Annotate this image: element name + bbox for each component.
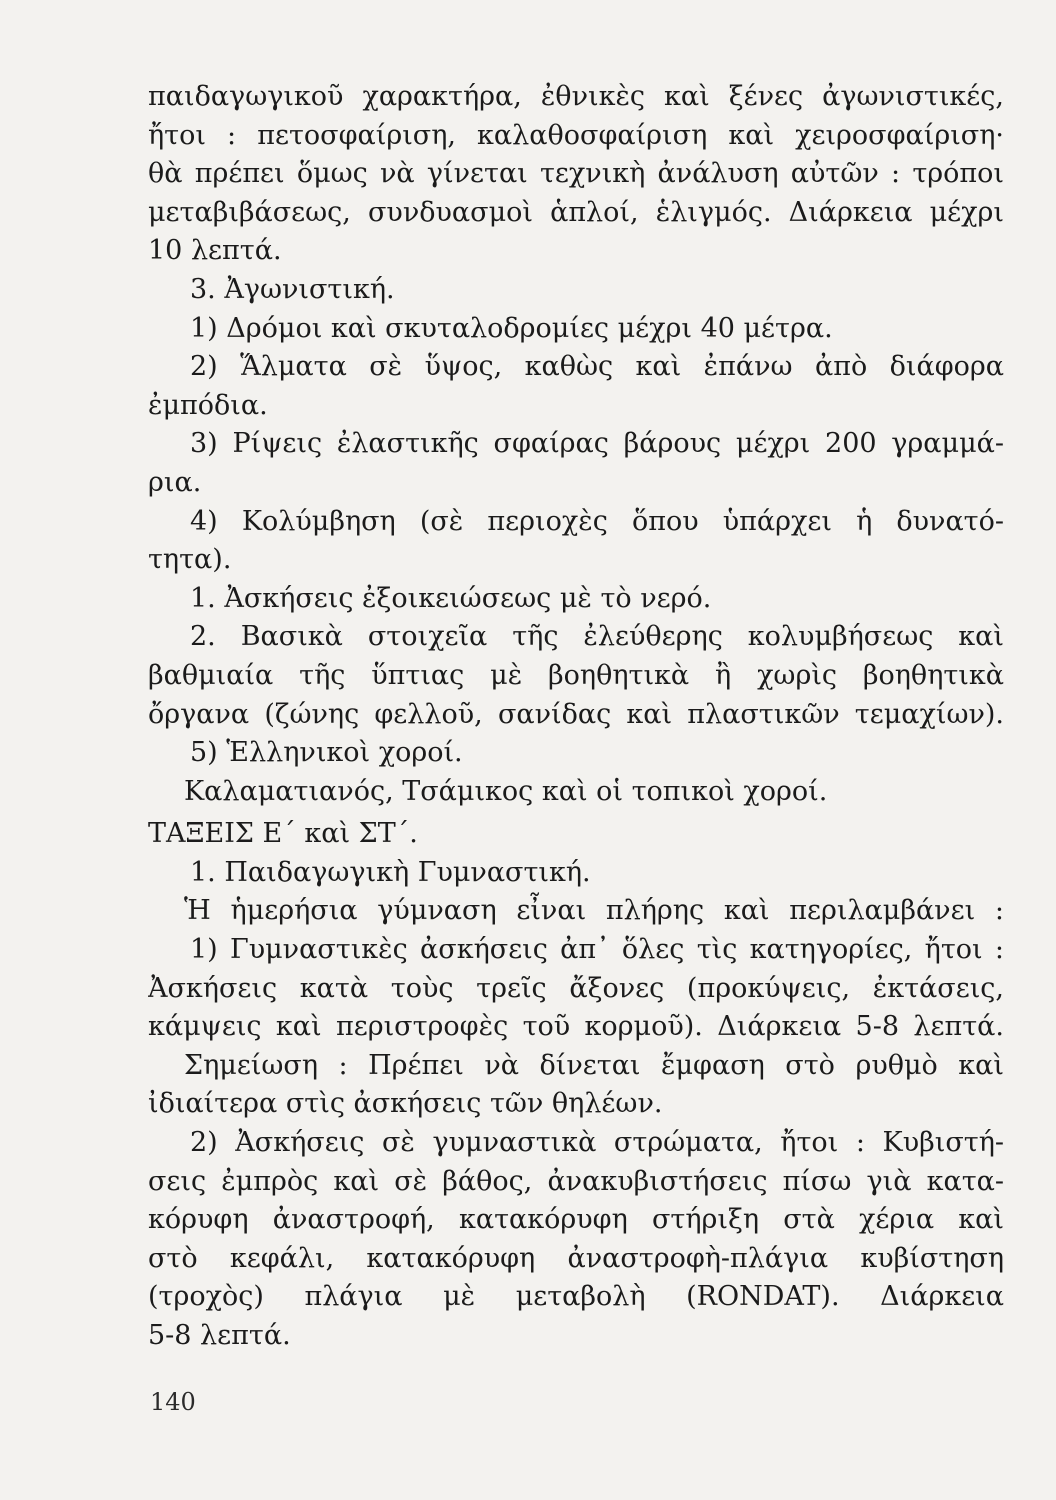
text-line: 1. Ἀσκήσεις ἐξοικειώσεως μὲ τὸ νερό. bbox=[190, 582, 712, 614]
text-line: 5-8 λεπτά. bbox=[148, 1320, 291, 1351]
subsection-heading: 3. Ἀγωνιστική. bbox=[190, 273, 395, 305]
text-line: ὄργανα (ζώνης φελλοῦ, σανίδας καὶ πλαστικῶν τεμαχίων). bbox=[148, 698, 1004, 730]
text-line: στὸ κεφάλι, κατακόρυφη ἀναστροφὴ-πλάγια κυβίστηση bbox=[148, 1242, 1004, 1274]
text-line: (τροχὸς) πλάγια μὲ μεταβολὴ (RONDAT). Διάρκεια bbox=[148, 1281, 1004, 1313]
text-line: 1) Δρόμοι καὶ σκυταλοδρομίες μέχρι 40 μέτρα. bbox=[190, 312, 833, 344]
text-line: ρια. bbox=[148, 466, 202, 498]
subsection-heading: 1. Παιδαγωγικὴ Γυμναστική. bbox=[190, 856, 591, 888]
text-line: 3) Ρίψεις ἐλαστικῆς σφαίρας βάρους μέχρι 200 γραμμά- bbox=[190, 428, 1004, 460]
text-line: 2. Βασικὰ στοιχεῖα τῆς ἐλεύθερης κολυμβήσεως καὶ bbox=[190, 621, 1004, 653]
text-line: ἐμπόδια. bbox=[148, 389, 268, 421]
text-line: ἤτοι : πετοσφαίριση, καλαθοσφαίριση καὶ χειροσφαίριση· bbox=[148, 119, 1004, 151]
text-line: 2) Ἅλματα σὲ ὕψος, καθὼς καὶ ἐπάνω ἀπὸ διάφορα bbox=[190, 351, 1004, 383]
text-line: βαθμιαία τῆς ὕπτιας μὲ βοηθητικὰ ἢ χωρὶς βοηθητικὰ bbox=[148, 659, 1004, 691]
text-line: θὰ πρέπει ὅμως νὰ γίνεται τεχνικὴ ἀνάλυση αὐτῶν : τρόποι bbox=[148, 158, 1004, 190]
text-line: Ἡ ἡμερήσια γύμναση εἶναι πλήρης καὶ περιλαμβάνει : bbox=[184, 895, 1004, 927]
text-line: 2) Ἀσκήσεις σὲ γυμναστικὰ στρώματα, ἤτοι : Κυβιστή- bbox=[190, 1127, 1004, 1159]
text-line: 4) Κολύμβηση (σὲ περιοχὲς ὅπου ὑπάρχει ἡ δυνατό- bbox=[190, 505, 1004, 537]
section-heading: ΤΑΞΕΙΣ Ε΄ καὶ ΣΤ΄. bbox=[148, 818, 418, 850]
text-line: 10 λεπτά. bbox=[148, 235, 282, 267]
text-line: τητα). bbox=[148, 544, 232, 576]
text-line: Ἀσκήσεις κατὰ τοὺς τρεῖς ἄξονες (προκύψεις, ἐκτάσεις, bbox=[148, 972, 1004, 1004]
text-line: σεις ἐμπρὸς καὶ σὲ βάθος, ἀνακυβιστήσεις πίσω γιὰ κατα- bbox=[148, 1165, 1004, 1197]
text-line: κόρυφη ἀναστροφή, κατακόρυφη στήριξη στὰ χέρια καὶ bbox=[148, 1204, 1004, 1236]
text-line: κάμψεις καὶ περιστροφὲς τοῦ κορμοῦ). Διάρκεια 5-8 λεπτά. bbox=[148, 1011, 1004, 1043]
text-line: Σημείωση : Πρέπει νὰ δίνεται ἔμφαση στὸ ρυθμὸ καὶ bbox=[184, 1049, 1004, 1081]
page-number: 140 bbox=[150, 1388, 196, 1416]
text-line: ἰδιαίτερα στὶς ἀσκήσεις τῶν θηλέων. bbox=[148, 1088, 663, 1120]
text-line: μεταβιβάσεως, συνδυασμοὶ ἁπλοί, ἑλιγμός. Διάρκεια μέχρι bbox=[148, 196, 1004, 228]
body-text bbox=[148, 78, 1004, 1356]
text-line: 1) Γυμναστικὲς ἀσκήσεις ἀπ᾿ ὅλες τὶς κατηγορίες, ἤτοι : bbox=[190, 934, 1004, 966]
text-line: 5) Ἑλληνικοὶ χοροί. bbox=[190, 737, 463, 769]
text-line: Καλαματιανός, Τσάμικος καὶ οἱ τοπικοὶ χοροί. bbox=[184, 775, 828, 807]
text-line: παιδαγωγικοῦ χαρακτήρα, ἐθνικὲς καὶ ξένες ἀγωνιστικές, bbox=[148, 81, 1004, 112]
